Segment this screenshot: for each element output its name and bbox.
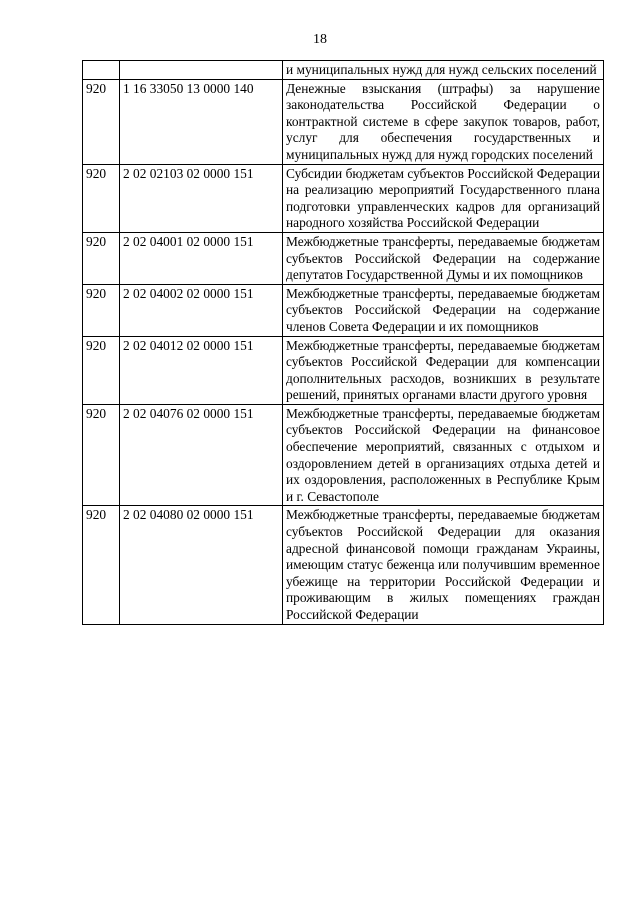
table-row [83, 336, 604, 404]
admin-code-cell: 920 [83, 506, 120, 624]
budget-code-cell: 2 02 04001 02 0000 151 [120, 232, 283, 284]
description-cell: и муниципальных нужд для нужд сельских поселений [283, 61, 604, 80]
table-row [83, 79, 604, 164]
budget-code-cell: 2 02 04002 02 0000 151 [120, 284, 283, 336]
admin-code-cell [83, 61, 120, 80]
budget-code-cell [120, 61, 283, 80]
budget-code-cell: 2 02 04076 02 0000 151 [120, 404, 283, 506]
budget-code-cell: 2 02 04080 02 0000 151 [120, 506, 283, 624]
admin-code-cell: 920 [83, 404, 120, 506]
table-body [83, 61, 604, 625]
description-cell: Межбюджетные трансферты, передаваемые бюджетам субъектов Российской Федерации для компенсации дополнительных расходов, возникших в результате решений, принятых органами власти другого уровня [283, 336, 604, 404]
description-cell: Денежные взыскания (штрафы) за нарушение законодательства Российской Федерации о контрактной системе в сфере закупок товаров, работ, услуг для обеспечения государственных и муниципальных нужд для нужд городских поселений [283, 79, 604, 164]
admin-code-cell: 920 [83, 164, 120, 232]
description-cell: Субсидии бюджетам субъектов Российской Федерации на реализацию мероприятий Государственного плана подготовки управленческих кадров для организаций народного хозяйства Российской Федерации [283, 164, 604, 232]
table-row [83, 404, 604, 506]
admin-code-cell: 920 [83, 284, 120, 336]
budget-code-cell: 2 02 04012 02 0000 151 [120, 336, 283, 404]
admin-code-cell: 920 [83, 336, 120, 404]
budget-code-cell: 1 16 33050 13 0000 140 [120, 79, 283, 164]
description-cell: Межбюджетные трансферты, передаваемые бюджетам субъектов Российской Федерации на содержание депутатов Государственной Думы и их помощников [283, 232, 604, 284]
table-row [83, 506, 604, 624]
table-row [83, 284, 604, 336]
page-number: 18 [313, 32, 327, 47]
admin-code-cell: 920 [83, 79, 120, 164]
description-cell: Межбюджетные трансферты, передаваемые бюджетам субъектов Российской Федерации на финансовое обеспечение мероприятий, связанных с отдыхом и оздоровлением детей в организациях отдыха детей и их оздоровления, расположенных в Республике Крым и г. Севастополе [283, 404, 604, 506]
budget-code-cell: 2 02 02103 02 0000 151 [120, 164, 283, 232]
description-cell: Межбюджетные трансферты, передаваемые бюджетам субъектов Российской Федерации для оказания адресной финансовой помощи гражданам Украины, имеющим статус беженца или получившим временное убежище на территории Российской Федерации и проживающим в жилых помещениях граждан Российской Федерации [283, 506, 604, 624]
budget-classification-table [82, 60, 604, 625]
admin-code-cell: 920 [83, 232, 120, 284]
table-row [83, 232, 604, 284]
table-row [83, 164, 604, 232]
description-cell: Межбюджетные трансферты, передаваемые бюджетам субъектов Российской Федерации на содержание членов Совета Федерации и их помощников [283, 284, 604, 336]
table-row [83, 61, 604, 80]
